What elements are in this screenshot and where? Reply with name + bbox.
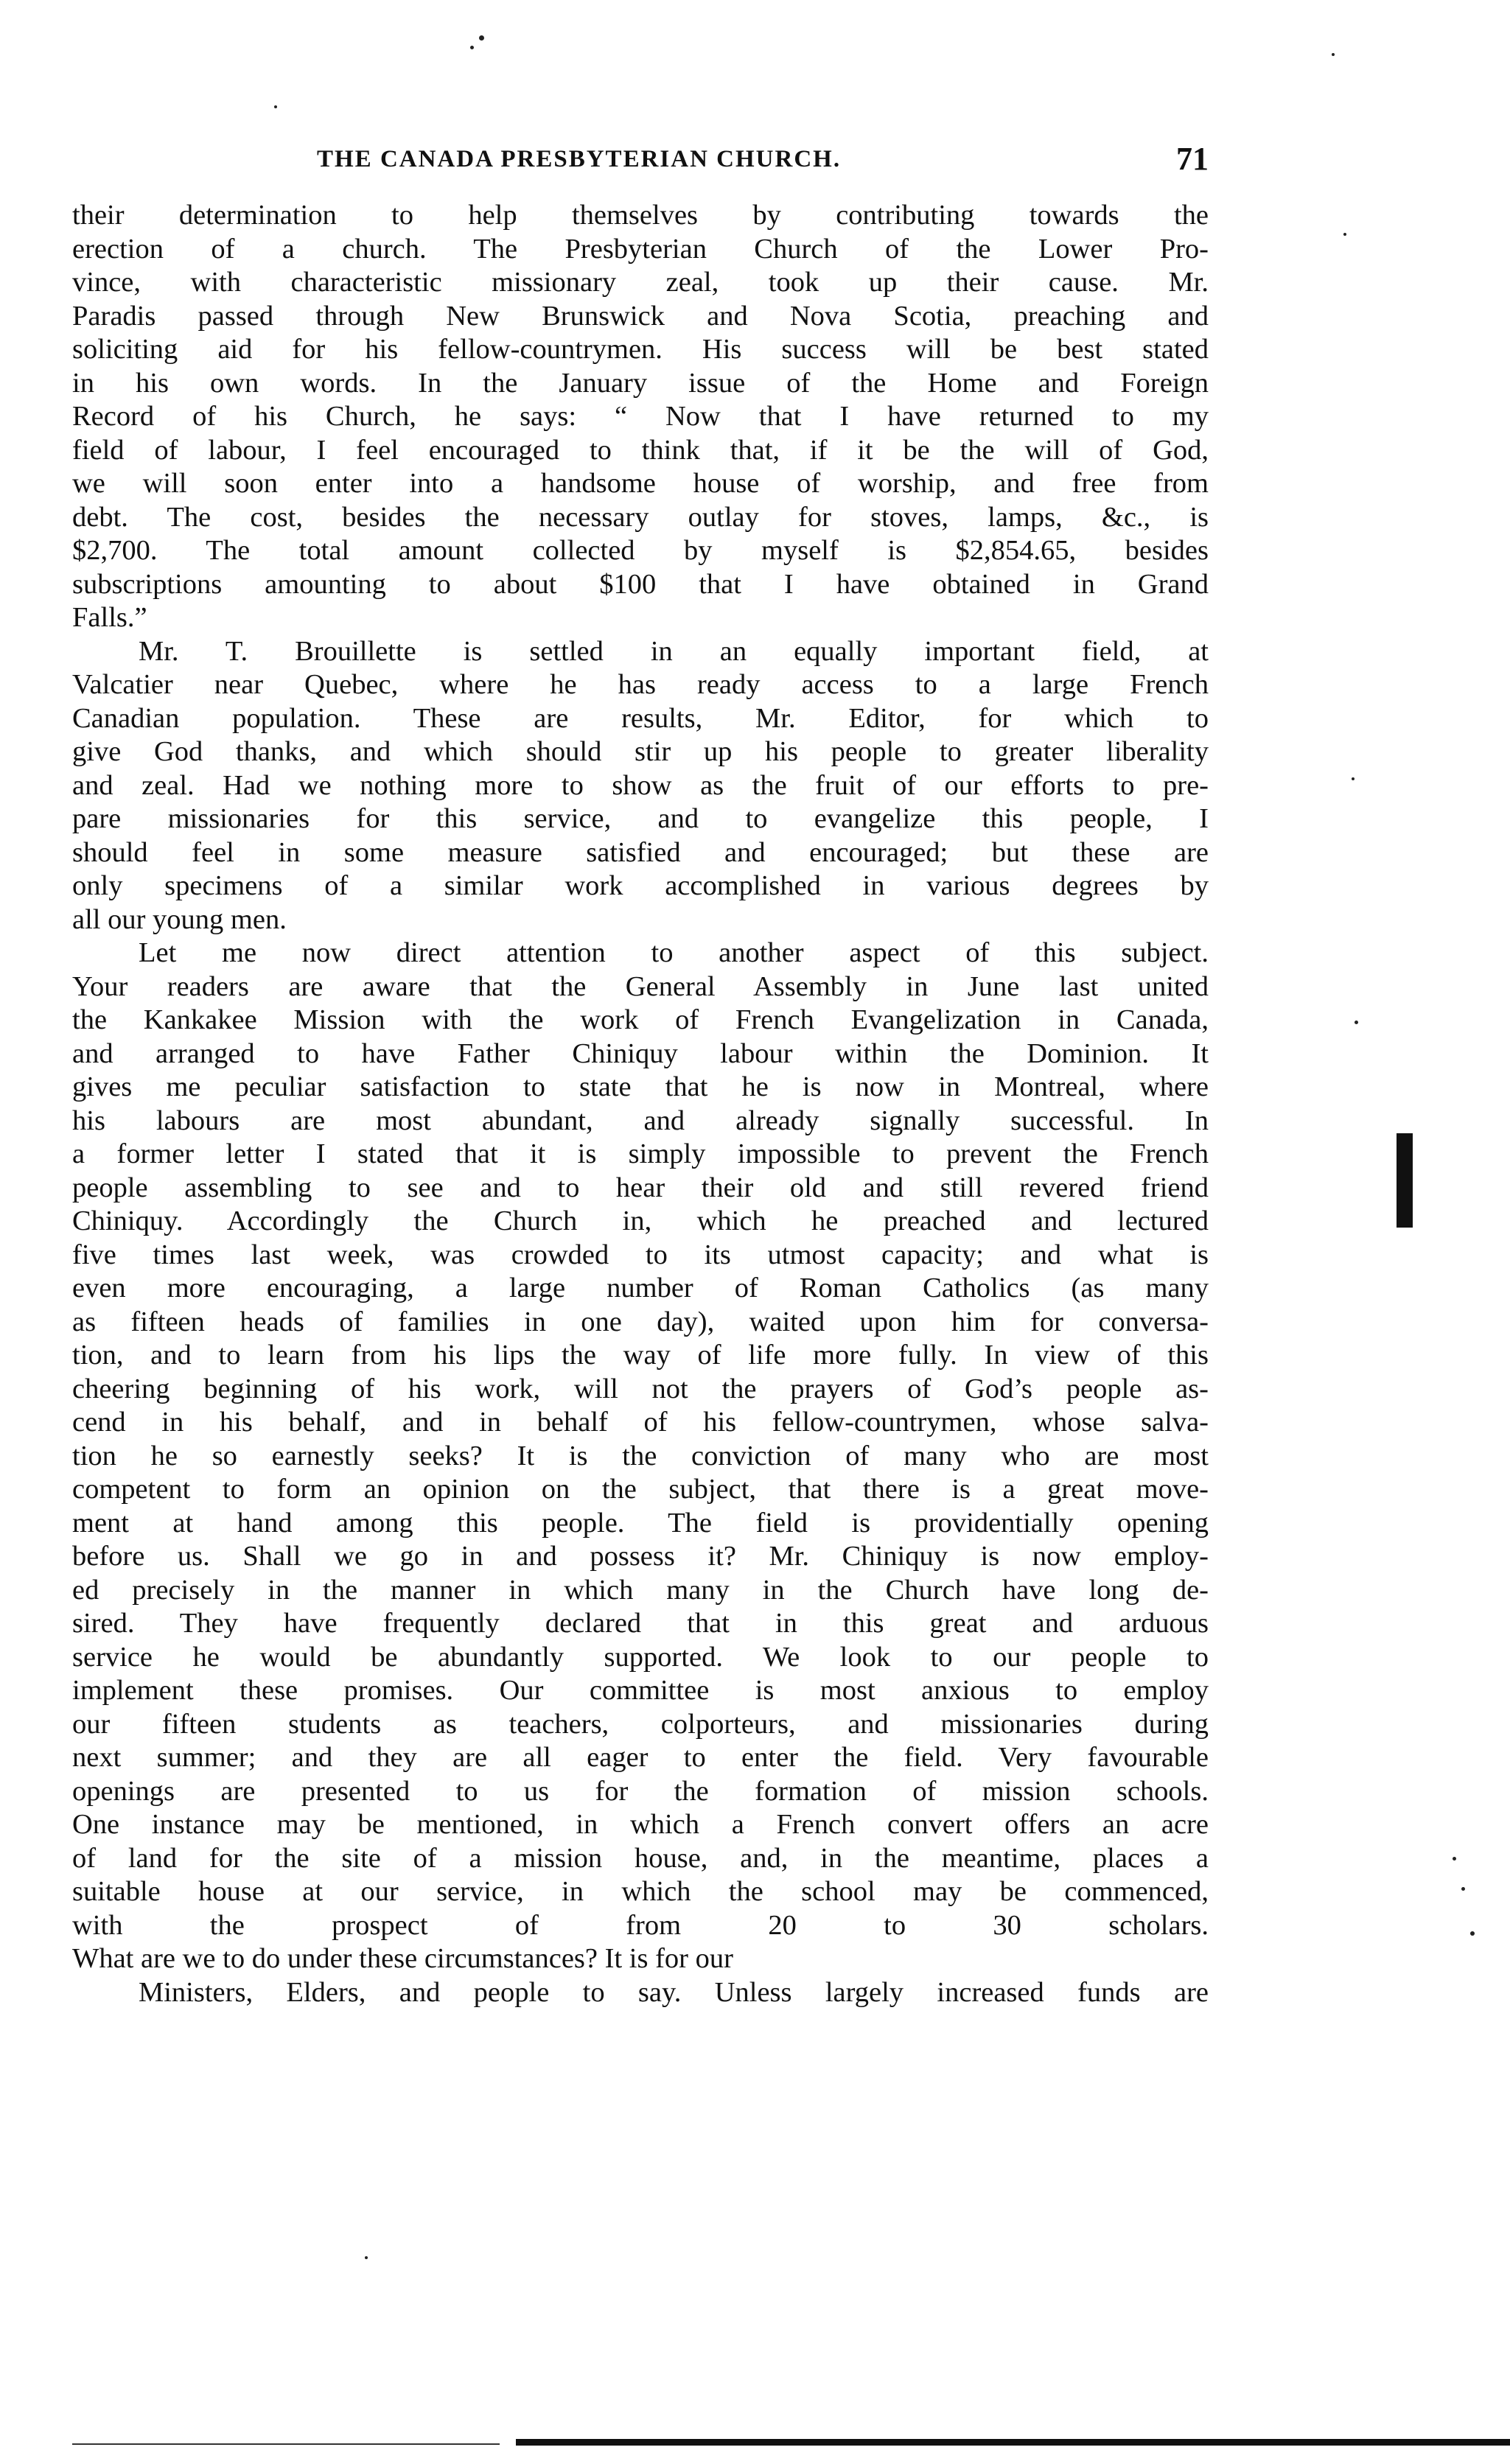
text-line: next summer; and they are all eager to enter the field. Very favourable xyxy=(72,1742,1209,1773)
footer-rule-heavy xyxy=(516,2439,1510,2446)
text-line: should feel in some measure satisfied and encouraged; but these are xyxy=(72,836,1209,868)
text-line: and zeal. Had we nothing more to show as the fruit of our efforts to pre- xyxy=(72,769,1209,801)
text-line: with the prospect of from 20 to 30 scholars. xyxy=(72,1909,1209,1941)
text-line: subscriptions amounting to about $100 that I have obtained in Grand xyxy=(72,568,1209,600)
text-line: vince, with characteristic missionary zeal, took up their cause. Mr. xyxy=(72,267,1209,298)
text-line: in his own words. In the January issue of the Home and Foreign xyxy=(72,367,1209,399)
text-line: even more encouraging, a large number of Roman Catholics (as many xyxy=(72,1273,1209,1303)
page-header xyxy=(72,140,1209,192)
running-title: THE CANADA PRESBYTERIAN CHURCH. xyxy=(317,146,842,172)
text-line: openings are presented to us for the formation of mission schools. xyxy=(72,1775,1209,1807)
text-line: Valcatier near Quebec, where he has ready access to a large French xyxy=(72,669,1209,700)
text-line: before us. Shall we go in and possess it? Mr. Chiniquy is now employ- xyxy=(72,1541,1209,1572)
text-line: as fifteen heads of families in one day), waited upon him for conversa- xyxy=(72,1306,1209,1337)
text-line: Ministers, Elders, and people to say. Unless largely increased funds are xyxy=(139,1976,1209,2008)
text-line: their determination to help themselves by contributing towards the xyxy=(72,200,1209,231)
text-line: Mr. T. Brouillette is settled in an equally important field, at xyxy=(139,635,1209,667)
text-line: erection of a church. The Presbyterian Church of the Lower Pro- xyxy=(72,233,1209,265)
text-line: all our young men. xyxy=(72,903,287,935)
text-line: cheering beginning of his work, will not the prayers of God’s people as- xyxy=(72,1373,1209,1404)
text-line: service he would be abundantly supported. We look to our people to xyxy=(72,1641,1209,1673)
text-line: field of labour, I feel encouraged to think that, if it be the will of God, xyxy=(72,434,1209,466)
text-line: Chiniquy. Accordingly the Church in, which he preached and lectured xyxy=(72,1205,1209,1236)
text-line: $2,700. The total amount collected by myself is $2,854.65, besides xyxy=(72,535,1209,566)
scan-speck xyxy=(1332,53,1335,56)
text-line: our fifteen students as teachers, colporteurs, and missionaries during xyxy=(72,1708,1209,1740)
scan-speck xyxy=(365,2256,368,2259)
scan-speck xyxy=(1343,233,1346,236)
text-line: give God thanks, and which should stir up his people to greater liberality xyxy=(72,736,1209,767)
text-line: Your readers are aware that the General Assembly in June last united xyxy=(72,970,1209,1002)
scan-speck xyxy=(1352,777,1355,780)
scan-speck xyxy=(1470,1931,1475,1936)
article-body xyxy=(72,199,1209,2043)
text-line: soliciting aid for his fellow-countrymen. His success will be best stated xyxy=(72,334,1209,365)
text-line: Paradis passed through New Brunswick and Nova Scotia, preaching and xyxy=(72,300,1209,332)
text-line: What are we to do under these circumstances? It is for our xyxy=(72,1943,733,1974)
text-line: cend in his behalf, and in behalf of his fellow-countrymen, whose salva- xyxy=(72,1407,1209,1438)
text-line: gives me peculiar satisfaction to state that he is now in Montreal, where xyxy=(72,1071,1209,1102)
scan-speck xyxy=(1453,1857,1456,1861)
text-line: One instance may be mentioned, in which a French convert offers an acre xyxy=(72,1809,1209,1840)
text-line: sired. They have frequently declared that in this great and arduous xyxy=(72,1608,1209,1639)
text-line: a former letter I stated that it is simply impossible to prevent the French xyxy=(72,1138,1209,1169)
text-line: and arranged to have Father Chiniquy labour within the Dominion. It xyxy=(72,1037,1209,1069)
footer-rule xyxy=(72,2443,500,2445)
text-line: suitable house at our service, in which the school may be commenced, xyxy=(72,1876,1209,1907)
margin-ink-mark xyxy=(1397,1133,1413,1228)
text-line: Let me now direct attention to another aspect of this subject. xyxy=(139,937,1209,968)
text-line: implement these promises. Our committee is most anxious to employ xyxy=(72,1675,1209,1706)
text-line: tion he so earnestly seeks? It is the conviction of many who are most xyxy=(72,1440,1209,1471)
text-line xyxy=(72,2009,1209,2043)
text-line: of land for the site of a mission house, and, in the meantime, places a xyxy=(72,1842,1209,1874)
scan-speck xyxy=(470,46,474,49)
text-line: Record of his Church, he says: “ Now that I have returned to my xyxy=(72,401,1209,432)
scan-speck xyxy=(274,105,277,108)
text-line: Falls.” xyxy=(72,602,147,633)
scan-speck xyxy=(1461,1887,1465,1891)
page-number: 71 xyxy=(1176,141,1209,177)
text-line: only specimens of a similar work accomplished in various degrees by xyxy=(72,870,1209,901)
text-line: we will soon enter into a handsome house of worship, and free from xyxy=(72,468,1209,499)
text-line: his labours are most abundant, and already signally successful. In xyxy=(72,1105,1209,1136)
scan-speck xyxy=(479,35,484,41)
text-line: competent to form an opinion on the subject, that there is a great move- xyxy=(72,1474,1209,1505)
scan-speck xyxy=(1355,1021,1358,1024)
text-line: people assembling to see and to hear their old and still revered friend xyxy=(72,1172,1209,1203)
text-line: debt. The cost, besides the necessary outlay for stoves, lamps, &c., is xyxy=(72,501,1209,533)
text-line: pare missionaries for this service, and to evangelize this people, I xyxy=(72,803,1209,834)
text-line: five times last week, was crowded to its utmost capacity; and what is xyxy=(72,1239,1209,1270)
text-line: the Kankakee Mission with the work of French Evangelization in Canada, xyxy=(72,1004,1209,1035)
text-line: tion, and to learn from his lips the way of life more fully. In view of this xyxy=(72,1340,1209,1371)
text-line: ed precisely in the manner in which many in the Church have long de- xyxy=(72,1574,1209,1606)
text-line: Canadian population. These are results, Mr. Editor, for which to xyxy=(72,702,1209,734)
text-line: ment at hand among this people. The field is providentially opening xyxy=(72,1507,1209,1539)
